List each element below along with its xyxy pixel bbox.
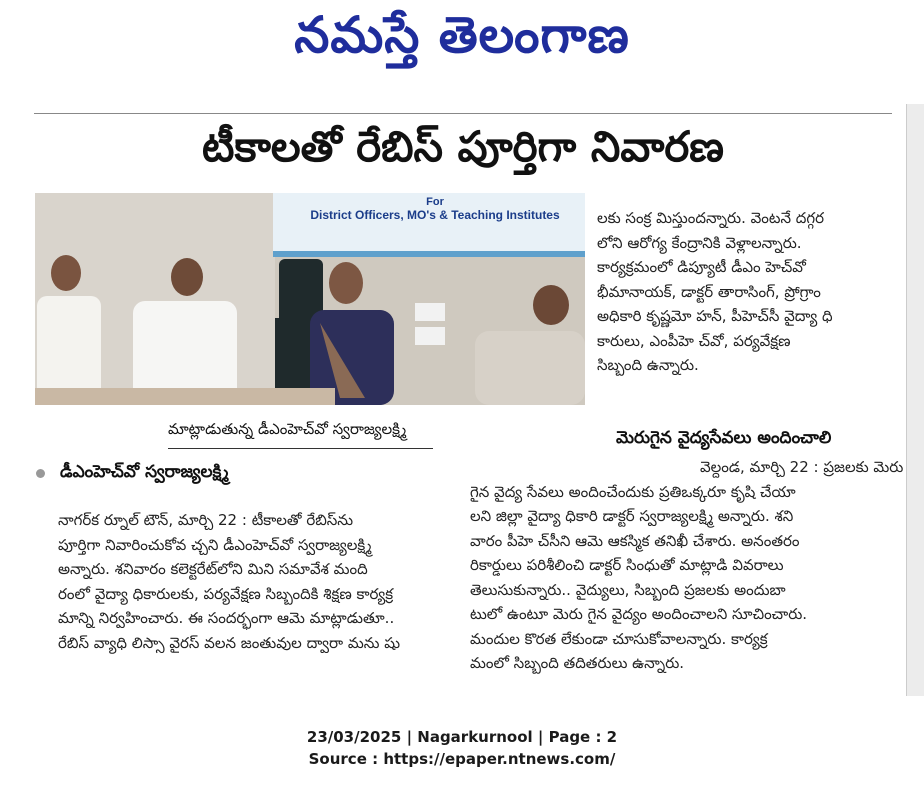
text-line: రంలో వైద్యా ధికారులకు, పర్యవేక్షణ సిబ్బందికి శిక్షణ కార్యక్ర [58,584,394,603]
article1-continued [597,206,833,378]
text-line: సిబ్బంది ఉన్నారు. [597,356,699,374]
text-line: టులో ఉంటూ మెరు గైన వైద్యం అందించాలని సూచించారు. [470,605,808,623]
text-line: నాగర్‌క ర్నూల్ టౌన్, మార్చి 22 : టీకాలతో రేబిస్‌ను [58,511,354,529]
subhead-bullet-icon [36,469,45,478]
text-line: మంలో సిబ్బంది తదితరులు ఉన్నారు. [470,654,685,672]
text-line: తెలుసుకున్నారు.. వైద్యులు, సిబ్బంది ప్రజలకు అందుబా [470,580,786,599]
text-line: అధికారి కృష్ణమో హన్, పీహెచ్‌సీ వైద్యా ధి [597,307,833,325]
newspaper-masthead: నమస్తే తెలంగాణ [294,6,630,64]
article-headline: టీకాలతో రేబిస్ పూర్తిగా నివారణ [202,122,724,171]
footer-date-edition: 23/03/2025 | Nagarkurnool | Page : 2 [306,728,618,746]
masthead-divider [34,113,892,114]
text-line: లోని ఆరోగ్య కేంద్రానికి వెళ్లాలన్నారు. [597,233,802,252]
article1-subhead: డీఎంహెచ్‌వో స్వరాజ్యలక్ష్మి [60,462,229,482]
text-line: మందుల కొరత లేకుండా చూసుకోవాలన్నారు. కార్యక్ర [470,629,768,648]
text-line: గైన వైద్య సేవలు అందించేందుకు ప్రతిఒక్కరూ కృషి చేయా [470,482,796,501]
text-line: భీమానాయక్, డాక్టర్ తారాసింగ్, ప్రోగ్రాం [597,282,821,301]
text-line: లని జిల్లా వైద్యా ధికారి డాక్టర్ స్వరాజ్యలక్ష్మి అన్నారు. శని [470,507,794,525]
article2-body [470,455,903,676]
article1-body [58,508,400,655]
text-line: రికార్డులు పరిశీలించి డాక్టర్ సింధుతో మాట్లాడి వివరాలు [470,556,784,574]
footer-source: Source : https://epaper.ntnews.com/ [308,750,616,768]
text-line: లకు సంక్ర మిస్తుందన్నారు. వెంటనే దగ్గర [597,209,825,227]
photo-caption: మాట్లాడుతున్న డీఎంహెచ్‌వో స్వరాజ్యలక్ష్మి [168,420,407,438]
text-line: కార్యక్రమంలో డిప్యూటీ డీఎం హెచ్‌వో [597,258,806,276]
text-line: వెల్దండ, మార్చి 22 : ప్రజలకు మెరు [700,458,904,476]
adjacent-column-edge [906,104,924,696]
text-line: కారులు, ఎంపీహె చ్‌వో, పర్యవేక్షణ [597,331,791,350]
text-line: వారం పీహె చ్‌సీని ఆమె ఆకస్మిక తనిఖీ చేశారు. అనంతరం [470,531,800,550]
banner-text-title: District Officers, MO's & Teaching Institutes [310,208,560,222]
text-line: మాన్ని నిర్వహించారు. ఈ సందర్భంగా ఆమె మాట్లాడుతూ.. [58,609,395,627]
text-line: పూర్తిగా నివారించుకోవ చ్చని డీఎంహెచ్‌వో స్వరాజ్యలక్ష్మి [58,535,372,554]
article-photo [35,193,585,405]
banner-text-for: For [426,196,444,208]
caption-underline [168,448,433,449]
text-line: అన్నారు. శనివారం కలెక్టరేట్‌లోని మిని సమావేశ మంది [58,560,368,578]
article2-subhead: మెరుగైన వైద్యసేవలు అందించాలి [616,428,832,448]
text-line: రేబిస్ వ్యాధి లిస్సా వైరస్ వలన జంతువుల ద్వారా మను షు [58,633,401,652]
